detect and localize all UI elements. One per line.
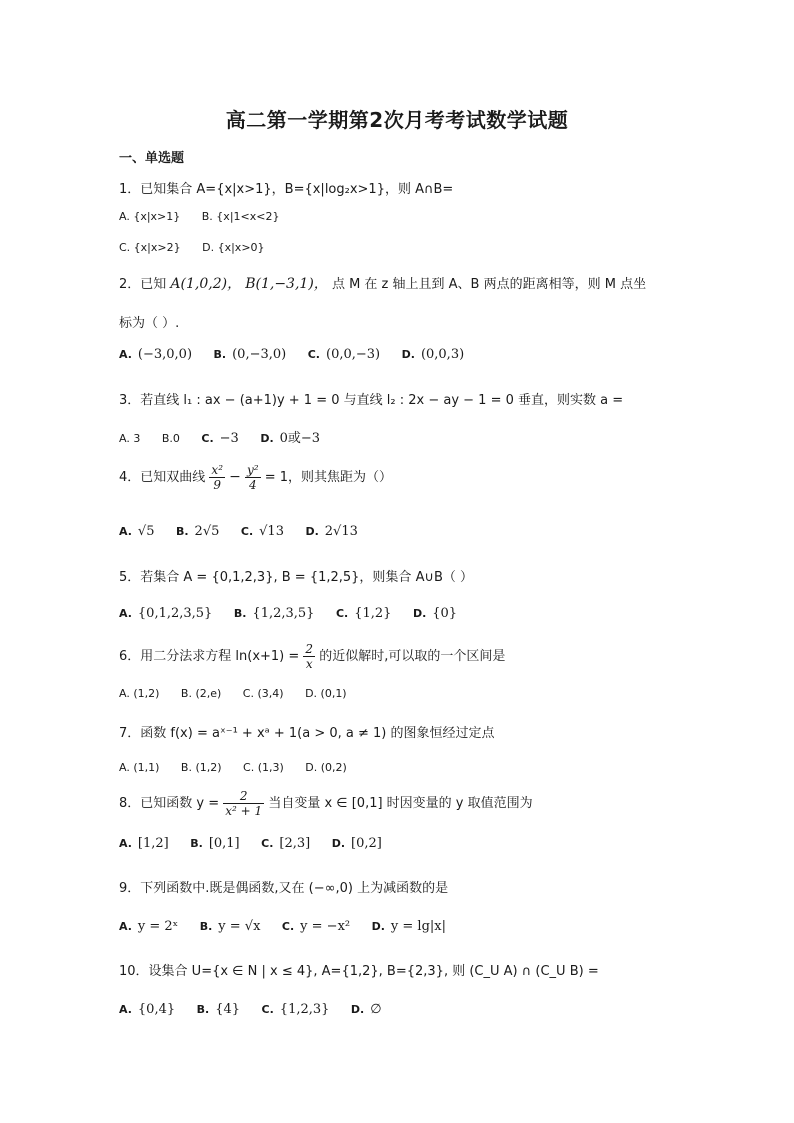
option-a-value: {0,1,2,3,5} bbox=[137, 606, 213, 621]
option-a-label: A. bbox=[119, 837, 132, 850]
option-b-label: B. bbox=[233, 607, 247, 620]
fraction-x2-over-9 bbox=[209, 463, 225, 492]
option-c: C. (3,4) bbox=[242, 687, 284, 700]
option-d-label: D. bbox=[331, 837, 346, 850]
option-a-value: (−3,0,0) bbox=[137, 347, 193, 362]
question-4-options bbox=[119, 524, 376, 539]
question-3: 3．若直线 l₁ : ax − (a+1)y + 1 = 0 与直线 l₂ : 2x − ay − 1 = 0 垂直，则实数 a = bbox=[119, 393, 624, 408]
question-8-lead: 8．已知函数 y = bbox=[119, 796, 220, 811]
option-c-label: C. bbox=[281, 920, 295, 933]
denominator: 9 bbox=[213, 478, 222, 492]
option-d-label: D. bbox=[412, 607, 427, 620]
option-b-label: B. bbox=[213, 348, 227, 361]
option-c: C. {x|x>2} bbox=[119, 241, 181, 254]
question-8-tail: 当自变量 x ∈ [0,1] 时因变量的 y 取值范围为 bbox=[268, 796, 533, 811]
option-a-label: A. bbox=[119, 348, 132, 361]
option-d-label: D. bbox=[371, 920, 385, 933]
question-7-options bbox=[119, 761, 365, 774]
option-c: C. (1,3) bbox=[243, 761, 284, 774]
question-2-lead: 2．已知 bbox=[119, 277, 167, 292]
option-a-value: [1,2] bbox=[137, 836, 169, 851]
question-6 bbox=[119, 642, 505, 671]
option-c-value: [2,3] bbox=[279, 836, 311, 851]
fraction-y2-over-4 bbox=[245, 463, 261, 492]
option-b: B. (2,e) bbox=[180, 687, 222, 700]
option-d-label: D. bbox=[260, 432, 274, 445]
option-c-label: C. bbox=[261, 1003, 274, 1016]
option-c-label: C. bbox=[261, 837, 274, 850]
option-c-label: C. bbox=[240, 525, 254, 538]
section-heading: 一、单选题 bbox=[119, 151, 185, 166]
option-a: A. (1,2) bbox=[119, 687, 160, 700]
option-c-value: (0,0,−3) bbox=[326, 347, 381, 362]
option-d-label: D. bbox=[350, 1003, 365, 1016]
question-1: 1．已知集合 A={x|x>1}，B={x|log₂x>1}，则 A∩B= bbox=[119, 182, 454, 197]
point-a: A(1,0,2)， bbox=[170, 276, 242, 292]
question-1-options-row2 bbox=[119, 241, 283, 254]
question-8-options bbox=[119, 836, 400, 851]
question-7: 7．函数 f(x) = aˣ⁻¹ + xᵃ + 1(a > 0, a ≠ 1) 的图象恒经过定点 bbox=[119, 726, 495, 741]
question-6-options bbox=[119, 687, 365, 700]
option-c-label: C. bbox=[201, 432, 214, 445]
question-5-options bbox=[119, 606, 475, 621]
option-d: D. {x|x>0} bbox=[202, 241, 265, 254]
option-a: A. 3 bbox=[119, 432, 141, 445]
question-2-tail: 标为（ ）. bbox=[119, 316, 180, 331]
question-1-options-row1 bbox=[119, 210, 297, 223]
option-b-value: y = √x bbox=[218, 919, 261, 934]
option-a-label: A. bbox=[119, 607, 132, 620]
question-6-tail: 的近似解时,可以取的一个区间是 bbox=[319, 649, 506, 664]
option-b-value: {1,2,3,5} bbox=[252, 606, 315, 621]
question-6-lead: 6．用二分法求方程 ln(x+1) = bbox=[119, 649, 300, 664]
option-c-value: √13 bbox=[259, 524, 284, 539]
option-c-value: −3 bbox=[219, 431, 239, 446]
option-a-value: {0,4} bbox=[137, 1002, 176, 1017]
option-b: B. (1,2) bbox=[180, 761, 222, 774]
option-d-value: (0,0,3) bbox=[420, 347, 465, 362]
option-d-value: ∅ bbox=[370, 1002, 382, 1017]
question-8 bbox=[119, 789, 533, 818]
fraction-2-over-x bbox=[303, 642, 315, 671]
option-b-label: B. bbox=[196, 1003, 210, 1016]
numerator: 2 bbox=[223, 789, 264, 804]
option-b-value: 2√5 bbox=[194, 524, 220, 539]
option-b-label: B. bbox=[199, 920, 213, 933]
question-5: 5．若集合 A = {0,1,2,3}, B = {1,2,5}，则集合 A∪B（ ） bbox=[119, 570, 474, 585]
question-9: 9．下列函数中.既是偶函数,又在 (−∞,0) 上为减函数的是 bbox=[119, 881, 449, 896]
question-10-options bbox=[119, 1002, 400, 1017]
option-b-value: (0,−3,0) bbox=[232, 347, 287, 362]
question-10: 10．设集合 U={x ∈ N | x ≤ 4}, A={1,2}, B={2,3}, 则 (C_U A) ∩ (C_U B) = bbox=[119, 964, 599, 979]
option-b-label: B. bbox=[190, 837, 203, 850]
question-4-tail: = 1，则其焦距为（） bbox=[264, 470, 393, 485]
option-d-label: D. bbox=[305, 525, 319, 538]
option-d-value: 0或−3 bbox=[279, 431, 321, 446]
numerator: y² bbox=[247, 463, 259, 477]
option-d: D. (0,2) bbox=[305, 761, 347, 774]
point-b: B(1,−3,1)， bbox=[245, 276, 328, 292]
denominator: x² + 1 bbox=[225, 804, 263, 818]
question-2 bbox=[119, 273, 646, 293]
numerator: x² bbox=[211, 463, 223, 477]
option-d-label: D. bbox=[401, 348, 415, 361]
option-a: A. {x|x>1} bbox=[119, 210, 181, 223]
option-d-value: 2√13 bbox=[324, 524, 358, 539]
option-d-value: [0,2] bbox=[351, 836, 382, 851]
option-a-value: √5 bbox=[137, 524, 155, 539]
fraction-2-over-x2-plus-1 bbox=[223, 789, 264, 818]
option-a-label: A. bbox=[119, 1003, 132, 1016]
option-d-value: y = lg|x| bbox=[390, 919, 446, 934]
numerator: 2 bbox=[305, 642, 314, 656]
option-c-value: y = −x² bbox=[300, 919, 351, 934]
option-c-value: {1,2} bbox=[354, 606, 392, 621]
question-3-options bbox=[119, 427, 338, 446]
exam-title: 高二第一学期第2次月考考试数学试题 bbox=[225, 108, 569, 132]
option-b-label: B. bbox=[175, 525, 189, 538]
option-b: B. {x|1<x<2} bbox=[201, 210, 280, 223]
option-a-value: y = 2ˣ bbox=[137, 919, 179, 934]
question-2-options bbox=[119, 347, 482, 362]
option-a-label: A. bbox=[119, 525, 132, 538]
option-b-value: [0,1] bbox=[208, 836, 240, 851]
option-c-label: C. bbox=[335, 607, 349, 620]
denominator: 4 bbox=[248, 478, 257, 492]
option-b-value: {4} bbox=[215, 1002, 241, 1017]
denominator: x bbox=[305, 657, 313, 671]
question-9-options bbox=[119, 919, 464, 934]
option-d: D. (0,1) bbox=[305, 687, 347, 700]
option-a: A. (1,1) bbox=[119, 761, 160, 774]
question-4-lead: 4．已知双曲线 bbox=[119, 470, 206, 485]
option-c-label: C. bbox=[307, 348, 320, 361]
option-a-label: A. bbox=[119, 920, 132, 933]
question-4: 4．已知双曲线 $\frac{\text{x²}}{9}$ − $\frac{\text{y²}}{4}$ = 1，则其焦距为（） bbox=[119, 463, 393, 492]
question-2-body: 点 M 在 z 轴上且到 A、B 两点的距离相等，则 M 点坐 bbox=[331, 277, 647, 292]
option-b: B.0 bbox=[161, 432, 180, 445]
option-c-value: {1,2,3} bbox=[279, 1002, 330, 1017]
option-d-value: {0} bbox=[432, 606, 458, 621]
